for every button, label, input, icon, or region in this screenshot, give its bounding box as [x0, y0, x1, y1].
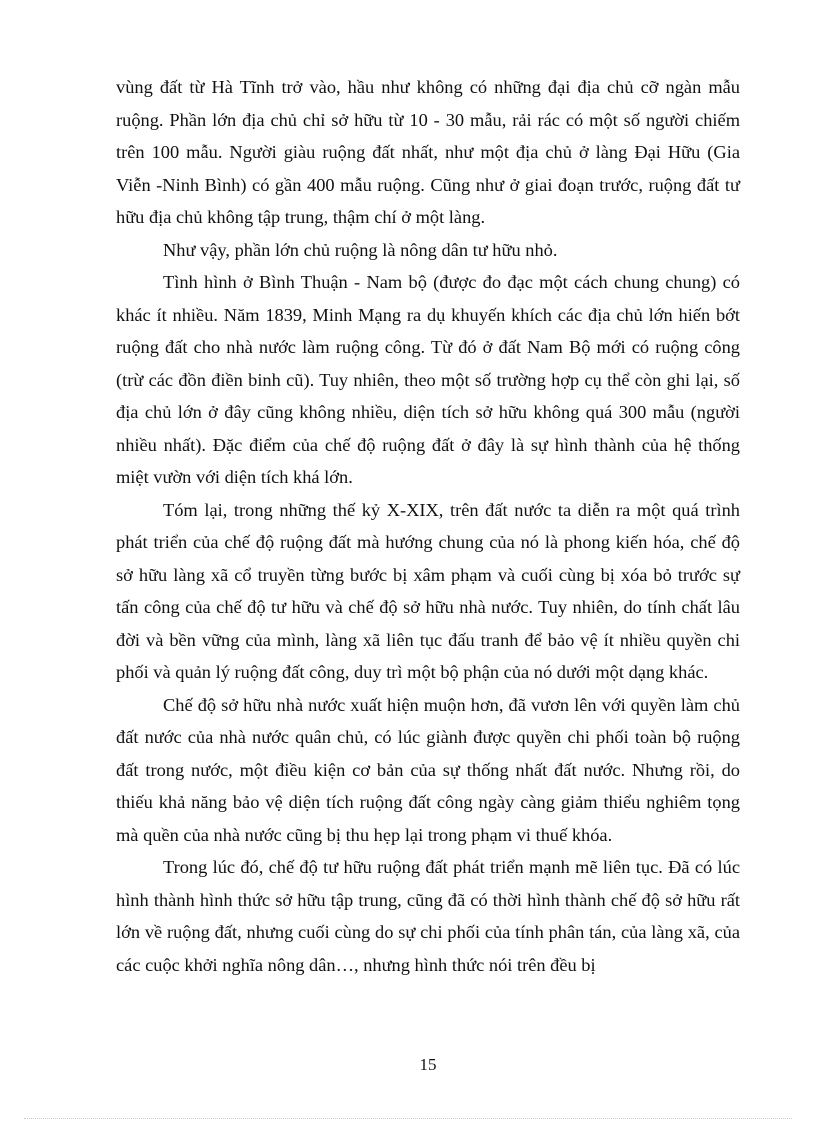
page-bottom-divider: [24, 1118, 792, 1119]
paragraph-4: Tóm lại, trong những thế kỷ X-XIX, trên đất nước ta diễn ra một quá trình phát triển của chế độ ruộng đất mà hướng chung của nó là phong kiến hóa, chế độ sở hữu làng xã cổ truyền từng bước bị xâm phạm và cuối cùng bị xóa bỏ trước sự tấn công của chế độ tư hữu và chế độ sở hữu nhà nước. Tuy nhiên, do tính chất lâu đời và bền vững của mình, làng xã liên tục đấu tranh để bảo vệ ít nhiều quyền chi phối và quản lý ruộng đất công, duy trì một bộ phận của nó dưới một dạng khác.: [116, 499, 740, 682]
body-text: [116, 71, 740, 981]
page-number: 15: [419, 1055, 437, 1074]
paragraph-5: Chế độ sở hữu nhà nước xuất hiện muộn hơn, đã vươn lên với quyền làm chủ đất nước của nhà nước quân chủ, có lúc giành được quyền chi phối toàn bộ ruộng đất trong nước, một điều kiện cơ bản của sự thống nhất đất nước. Nhưng rồi, do thiếu khả năng bảo vệ diện tích ruộng đất công ngày càng giảm thiểu nghiêm tọng mà quền của nhà nước cũng bị thu hẹp lại trong phạm vi thuế khóa.: [116, 694, 740, 845]
paragraph-1: vùng đất từ Hà Tĩnh trở vào, hầu như không có những đại địa chủ cỡ ngàn mẫu ruộng. Phần lớn địa chủ chỉ sở hữu từ 10 - 30 mẫu, rải rác có một số người chiếm trên 100 mẫu. Người giàu ruộng đất nhất, như một địa chủ ở làng Đại Hữu (Gia Viễn -Ninh Bình) có gần 400 mẫu ruộng. Cũng như ở giai đoạn trước, ruộng đất tư hữu địa chủ không tập trung, thậm chí ở một làng.: [116, 77, 740, 227]
paragraph-6: Trong lúc đó, chế độ tư hữu ruộng đất phát triển mạnh mẽ liên tục. Đã có lúc hình thành hình thức sở hữu tập trung, cũng đã có thời hình thành chế độ sở hữu rất lớn về ruộng đất, nhưng cuối cùng do sự chi phối của tính phân tán, của làng xã, của các cuộc khởi nghĩa nông dân…, nhưng hình thức nói trên đều bị: [116, 857, 740, 975]
paragraph-2: Như vậy, phần lớn chủ ruộng là nông dân tư hữu nhỏ.: [163, 239, 558, 260]
paragraph-3: Tình hình ở Bình Thuận - Nam bộ (được đo đạc một cách chung chung) có khác ít nhiều. Năm 1839, Minh Mạng ra dụ khuyến khích các địa chủ lớn hiến bớt ruộng đất cho nhà nước làm ruộng công. Từ đó ở đất Nam Bộ mới có ruộng công (trừ các đồn điền binh cũ). Tuy nhiên, theo một số trường hợp cụ thể còn ghi lại, số địa chủ lớn ở đây cũng không nhiều, diện tích sở hữu không quá 300 mẫu (người nhiều nhất). Đặc điểm của chế độ ruộng đất ở đây là sự hình thành của hệ thống miệt vườn với diện tích khá lớn.: [116, 272, 740, 487]
